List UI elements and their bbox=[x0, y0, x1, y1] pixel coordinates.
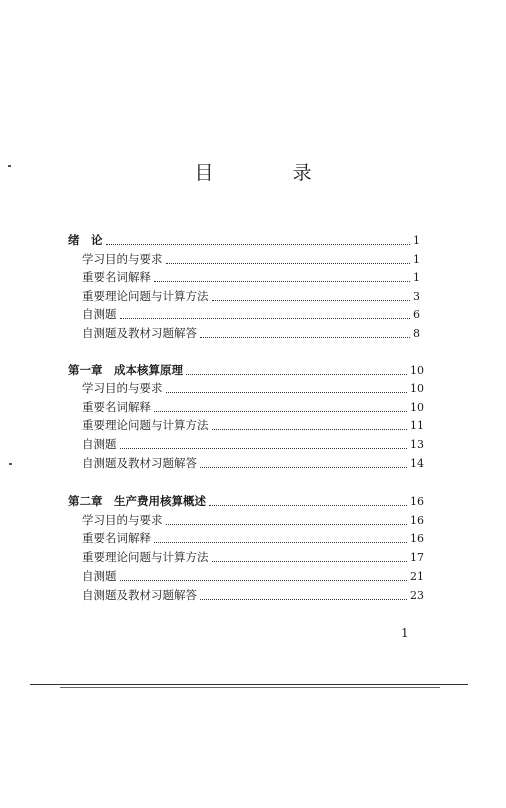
toc-page-number: 16 bbox=[410, 532, 424, 545]
toc-item[interactable] bbox=[82, 569, 424, 584]
toc-item-label: 自测题 bbox=[82, 307, 117, 321]
leader-dots bbox=[186, 373, 407, 375]
page-title: 目 录 bbox=[194, 162, 342, 184]
toc-chapter-entry[interactable] bbox=[68, 363, 424, 378]
toc-item-label: 重要名词解释 bbox=[82, 400, 151, 414]
toc-chapter-label: 第一章 成本核算原理 bbox=[68, 363, 183, 377]
toc-page-number: 23 bbox=[410, 589, 424, 602]
toc-item[interactable] bbox=[82, 437, 424, 452]
toc-page-number: 10 bbox=[410, 364, 424, 377]
leader-dots bbox=[212, 428, 408, 430]
leader-dots bbox=[166, 523, 408, 525]
leader-dots bbox=[166, 391, 408, 393]
toc-item[interactable] bbox=[82, 270, 420, 285]
leader-dots bbox=[209, 504, 407, 506]
toc-item[interactable] bbox=[82, 456, 424, 471]
toc-page-number: 1 bbox=[413, 253, 420, 266]
leader-dots bbox=[120, 447, 408, 449]
toc-item[interactable] bbox=[82, 400, 424, 415]
toc-chapter-label: 绪 论 bbox=[68, 233, 103, 247]
scan-speck bbox=[9, 463, 12, 465]
toc-chapter-label: 第二章 生产费用核算概述 bbox=[68, 494, 206, 508]
toc-chapter-entry[interactable] bbox=[68, 233, 420, 248]
scan-speck bbox=[8, 165, 11, 167]
toc-page-number: 16 bbox=[410, 495, 424, 508]
toc-item[interactable] bbox=[82, 289, 420, 304]
leader-dots bbox=[166, 262, 411, 264]
toc-page-number: 3 bbox=[413, 290, 420, 303]
toc-page-number: 6 bbox=[413, 308, 420, 321]
toc-page-number: 21 bbox=[410, 570, 424, 583]
toc-item-label: 学习目的与要求 bbox=[82, 252, 163, 266]
toc-item[interactable] bbox=[82, 550, 424, 565]
leader-dots bbox=[154, 541, 407, 543]
toc-page-number: 10 bbox=[410, 401, 424, 414]
toc-item[interactable] bbox=[82, 513, 424, 528]
toc-page-number: 16 bbox=[410, 514, 424, 527]
toc-item-label: 重要名词解释 bbox=[82, 531, 151, 545]
toc-item[interactable] bbox=[82, 381, 424, 396]
toc-page-number: 1 bbox=[413, 234, 420, 247]
toc-item[interactable] bbox=[82, 588, 424, 603]
bottom-rule bbox=[30, 684, 468, 685]
toc-page-number: 11 bbox=[410, 419, 424, 432]
toc-item-label: 自测题 bbox=[82, 437, 117, 451]
toc-page-number: 10 bbox=[410, 382, 424, 395]
leader-dots bbox=[154, 280, 410, 282]
toc-item[interactable] bbox=[82, 307, 420, 322]
toc-item[interactable] bbox=[82, 252, 420, 267]
toc-page-number: 14 bbox=[410, 457, 424, 470]
leader-dots bbox=[200, 336, 410, 338]
toc-item-label: 自测题 bbox=[82, 569, 117, 583]
leader-dots bbox=[106, 243, 411, 245]
toc-item-label: 自测题及教材习题解答 bbox=[82, 326, 197, 340]
leader-dots bbox=[120, 317, 411, 319]
toc-item-label: 重要理论问题与计算方法 bbox=[82, 289, 209, 303]
page-number: 1 bbox=[401, 626, 409, 640]
toc-chapter-entry[interactable] bbox=[68, 494, 424, 509]
toc-item-label: 重要理论问题与计算方法 bbox=[82, 418, 209, 432]
toc-page-number: 1 bbox=[413, 271, 420, 284]
leader-dots bbox=[212, 299, 411, 301]
toc-item-label: 重要理论问题与计算方法 bbox=[82, 550, 209, 564]
toc-page-number: 8 bbox=[413, 327, 420, 340]
toc-item[interactable] bbox=[82, 418, 424, 433]
bottom-rule-shadow bbox=[60, 687, 440, 688]
leader-dots bbox=[200, 466, 407, 468]
toc-item-label: 重要名词解释 bbox=[82, 270, 151, 284]
leader-dots bbox=[212, 560, 408, 562]
leader-dots bbox=[154, 410, 407, 412]
toc-item[interactable] bbox=[82, 326, 420, 341]
toc-item-label: 自测题及教材习题解答 bbox=[82, 456, 197, 470]
toc-page-number: 13 bbox=[410, 438, 424, 451]
toc-item-label: 学习目的与要求 bbox=[82, 381, 163, 395]
leader-dots bbox=[200, 598, 407, 600]
leader-dots bbox=[120, 579, 408, 581]
toc-item-label: 学习目的与要求 bbox=[82, 513, 163, 527]
toc-item-label: 自测题及教材习题解答 bbox=[82, 588, 197, 602]
toc-item[interactable] bbox=[82, 531, 424, 546]
toc-page-number: 17 bbox=[410, 551, 424, 564]
